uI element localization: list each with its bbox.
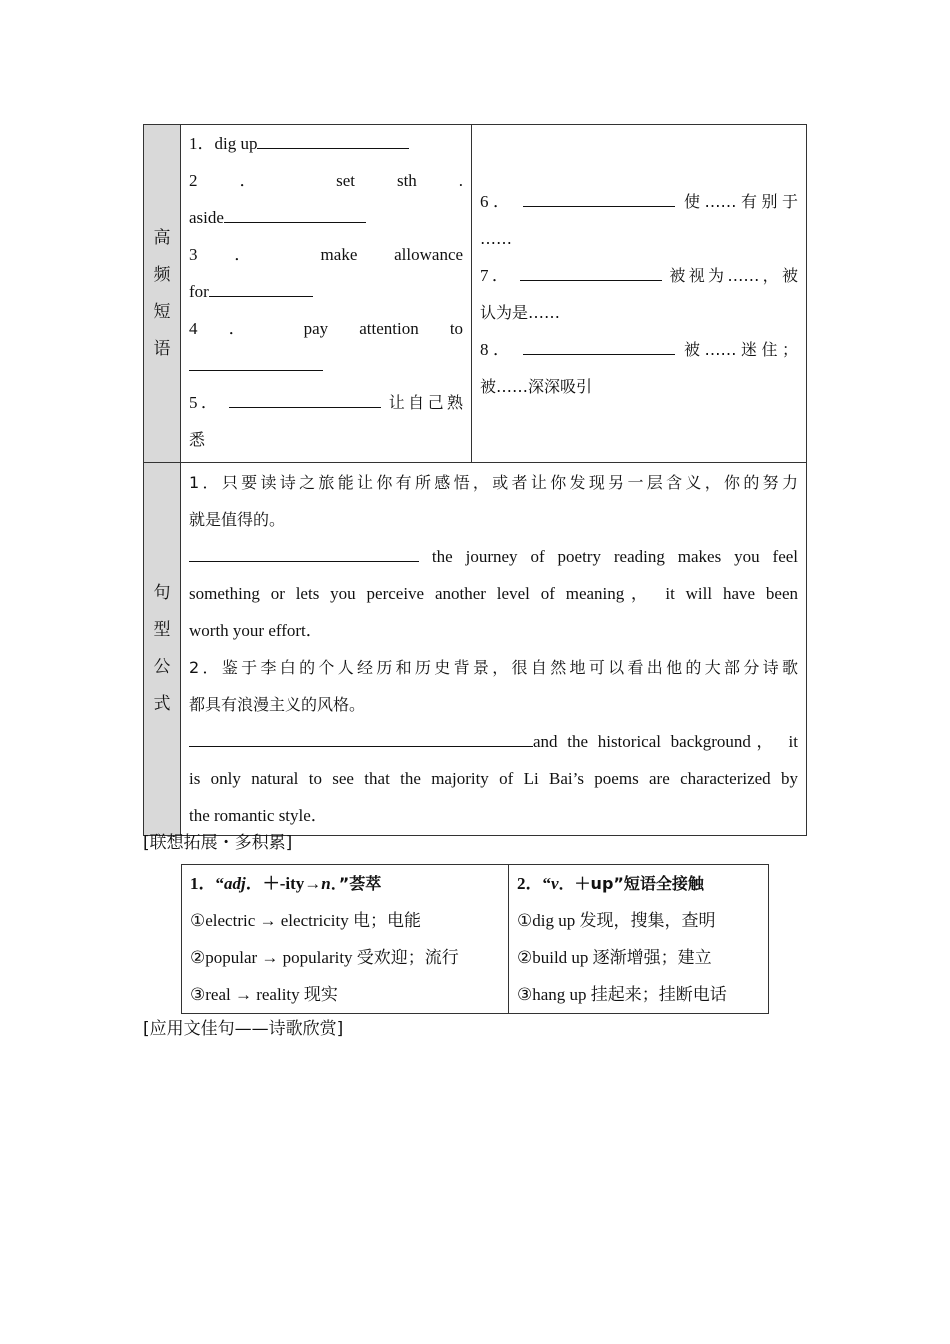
sentence1-cn: 1．只要读诗之旅能让你有所感悟，或者让你发现另一层含义，你的努力	[189, 473, 798, 492]
phrase-item-2: 2 ． set sth .	[189, 171, 463, 190]
ity-example-3: ③real → reality 现实	[190, 985, 338, 1004]
extension-table	[181, 864, 769, 1014]
sentence1-en: the journey of poetry reading makes you feel	[189, 538, 798, 575]
up-example-1: ①dig up 发现，搜集，查明	[517, 911, 716, 930]
up-example-3: ③hang up 挂起来；挂断电话	[517, 985, 727, 1004]
answer-blank[interactable]	[189, 350, 323, 371]
up-example-2: ②build up 逐渐增强；建立	[517, 948, 712, 967]
ity-example-2: ②popular → popularity 受欢迎；流行	[190, 948, 459, 967]
phrase-item-3-cont: for	[189, 273, 463, 310]
sentence2-en-end: the romantic style．	[189, 806, 328, 825]
sentence2-en: and the historical background， it	[189, 723, 798, 760]
phrase-item-8: 8． 被……迷住；	[480, 331, 798, 368]
answer-blank[interactable]	[189, 541, 419, 562]
sentence2-cn-cont: 都具有浪漫主义的风格。	[189, 695, 366, 714]
phrase-item-4-cont	[189, 347, 463, 384]
answer-blank[interactable]	[257, 128, 409, 149]
phrase-item-7: 7． 被视为……，被	[480, 257, 798, 294]
section-heading-poetry: [应用文佳句——诗歌欣赏]	[143, 1019, 344, 1039]
phrase-item-3: 3 ． make allowance	[189, 245, 464, 264]
up-phrase-cell	[509, 865, 769, 1014]
answer-blank[interactable]	[229, 387, 381, 408]
ity-example-1: ①electric → electricity 电；电能	[190, 911, 421, 930]
phrase-item-5: 5． 让自己熟	[189, 384, 463, 421]
sentence2-en-cont: is only natural to see that the majority of Li Bai’s poems are characterized by	[189, 769, 798, 788]
sentence1-cn-cont: 就是值得的。	[189, 510, 286, 529]
sentence1-en-cont: something or lets you perceive another level of meaning， it will have been	[189, 584, 798, 603]
sentence1-en-end: worth your effort．	[189, 621, 323, 640]
answer-blank[interactable]	[224, 202, 366, 223]
patterns-cell	[181, 463, 807, 836]
phrase-item-6-cont: ……	[480, 228, 512, 248]
patterns-label: 句 型 公 式	[144, 463, 181, 836]
phrase-item-1: 1．dig up	[189, 125, 463, 162]
phrases-left-cell	[181, 125, 472, 463]
phrase-item-5-cont: 悉	[189, 430, 206, 449]
phrase-item-2-cont: aside	[189, 199, 463, 236]
phrase-item-4: 4 ． pay attention to	[189, 319, 464, 338]
phrase-item-8-cont: 被……深深吸引	[480, 376, 593, 396]
answer-blank[interactable]	[520, 260, 662, 281]
answer-blank[interactable]	[523, 186, 675, 207]
ity-suffix-cell	[182, 865, 509, 1014]
up-phrase-title: 2．“v．＋up”短语全接触	[517, 874, 704, 893]
ity-suffix-title: 1．“adj．＋-ity→n．”荟萃	[190, 874, 382, 893]
phrases-label: 高 频 短 语	[144, 125, 181, 463]
answer-blank[interactable]	[523, 334, 675, 355]
phrases-row	[144, 125, 807, 463]
sentence2-cn: 2．鉴于李白的个人经历和历史背景，很自然地可以看出他的大部分诗歌	[189, 658, 798, 677]
vocabulary-table	[143, 124, 807, 836]
phrase-item-6: 6． 使……有别于	[480, 183, 798, 220]
phrases-right-cell	[472, 125, 807, 463]
phrase-item-7-cont: 认为是……	[480, 302, 561, 322]
patterns-row	[144, 463, 807, 836]
section-heading-extension: [联想拓展・多积累]	[143, 833, 293, 853]
answer-blank[interactable]	[189, 726, 533, 747]
answer-blank[interactable]	[209, 276, 313, 297]
